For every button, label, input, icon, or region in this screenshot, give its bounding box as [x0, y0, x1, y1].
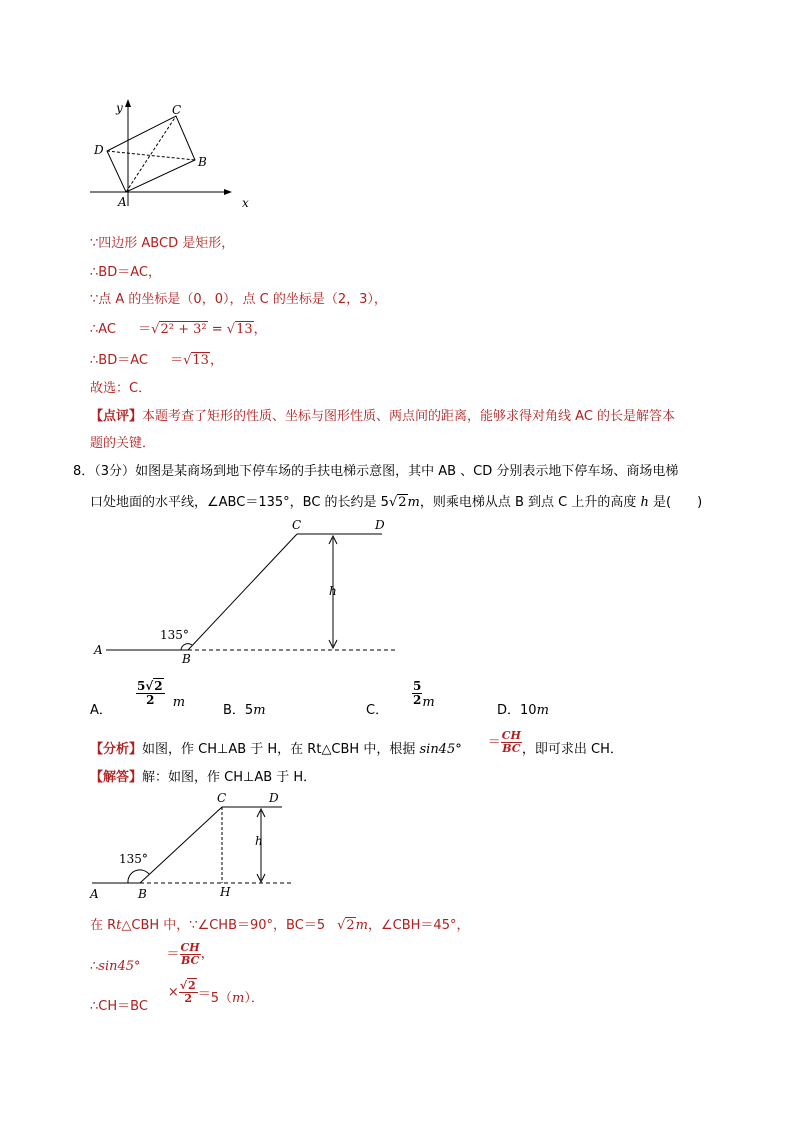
prev-line-5-lhs: ∴BD＝AC: [90, 353, 148, 368]
prev-line-5-value: 13: [192, 353, 209, 368]
line-bc: [188, 534, 297, 650]
prev-line-4-lhs: ∴AC: [90, 322, 117, 337]
sol-line-3-unit: m: [232, 990, 245, 1006]
option-d-unit: m: [536, 703, 549, 718]
fig3-line-bc: [140, 807, 222, 883]
point-c-label: C: [172, 103, 182, 117]
sol-line-2-sin: sin45°: [98, 958, 141, 974]
option-d: [497, 699, 549, 718]
analysis-text: 如图，作 CH⊥AB 于 H，在 Rt△CBH 中，根据: [142, 741, 420, 757]
question-8-number: 8．: [73, 464, 95, 479]
sol-line-3-eq: ＝: [197, 986, 211, 1002]
fig3-angle-arc: [128, 870, 149, 883]
question-8-radicand: 2: [398, 495, 407, 510]
sol-line-2-eq: ＝: [166, 946, 180, 962]
question-8-text-2c: 是( ): [648, 495, 703, 510]
question-8-line-1: [73, 460, 678, 479]
option-c-unit: m: [422, 694, 435, 710]
prev-line-3: ∵点 A 的坐标是（0，0），点 C 的坐标是（2，3），: [90, 292, 387, 307]
escalator-figure: [88, 516, 408, 666]
prev-line-4-end: ，: [253, 322, 267, 337]
option-a-value: $\frac{5√2}{2}$ m: [137, 679, 186, 710]
y-axis-label: y: [116, 101, 123, 115]
fig3-point-d: D: [269, 791, 279, 805]
prev-line-4-eq: ＝: [138, 322, 152, 337]
option-c-numerator: 5: [413, 679, 422, 693]
analysis-denominator: BC: [502, 741, 521, 755]
analysis-eq: ＝: [487, 734, 501, 750]
sol-line-2-pre: ∴: [90, 958, 99, 974]
question-8-text-2a: 口处地面的水平线，∠ABC＝135°，BC 的长约是 5: [90, 495, 389, 510]
sol-line-3-numerator: 2: [188, 979, 196, 992]
sol-line-1-b: △CBH 中，∵∠CHB＝90°，BC＝5: [121, 918, 326, 933]
fig3-angle-label: 135°: [119, 852, 148, 866]
analysis-numerator: CH: [501, 729, 521, 742]
option-b-unit: m: [253, 703, 266, 718]
option-a-coefficient: 5: [137, 679, 146, 693]
fig3-point-b: B: [138, 887, 147, 901]
analysis-line: [90, 729, 623, 757]
x-axis-label: x: [242, 196, 249, 210]
option-b: [223, 699, 266, 718]
sol-line-3-value: 5（: [210, 990, 232, 1006]
prev-line-1: ∵四边形 ABCD 是矩形，: [90, 236, 235, 251]
fig2-point-a: A: [94, 643, 103, 657]
point-b-label: B: [198, 155, 207, 169]
prev-line-5-end: ，: [209, 353, 223, 368]
analysis-tag: 【分析】: [90, 741, 143, 757]
fig3-point-a: A: [90, 887, 99, 901]
prev-line-6: 故选：C．: [90, 381, 152, 396]
prev-line-4-radicand: 2² + 3²: [160, 322, 207, 337]
prev-line-5: ∴BD＝AC ＝√13，: [90, 353, 223, 368]
sol-line-3-denominator: 2: [184, 991, 193, 1005]
sol-line-1-unit: m: [355, 918, 368, 933]
sol-line-1-a: 在 R: [90, 918, 117, 933]
sol-line-1-radicand: 2: [346, 918, 355, 933]
fig2-angle-label: 135°: [160, 628, 189, 642]
question-8-unit: m: [407, 495, 420, 510]
sol-line-3-end: ）．: [244, 990, 264, 1006]
prev-line-4: ∴AC ＝√2² + 3² = √13，: [90, 322, 267, 337]
fig3-point-h: H: [220, 885, 231, 899]
solution-tag: 【解答】: [90, 770, 143, 785]
question-8-text-2b: ，则乘电梯从点 B 到点 C 上升的高度: [419, 495, 641, 510]
fig3-label-h: h: [255, 834, 263, 848]
option-a-unit: m: [172, 694, 186, 710]
prev-line-5-eq: ＝: [170, 353, 184, 368]
sol-line-2: [90, 941, 214, 974]
options-row: [90, 678, 730, 718]
analysis-end: ，即可求出 CH．: [521, 741, 623, 757]
solution-line: [90, 766, 316, 785]
sol-line-1-t: t: [116, 918, 122, 933]
option-a-denominator: 2: [146, 692, 155, 707]
rectangle-coordinate-figure: [88, 96, 249, 211]
comment-line-1: [90, 405, 675, 424]
fig2-point-d: D: [375, 518, 385, 532]
option-c-label: C．: [366, 703, 389, 718]
solution-text: 解：如图，作 CH⊥AB 于 H．: [142, 770, 317, 785]
option-a-label: A．: [90, 703, 112, 718]
comment-tag: 【点评】: [90, 409, 143, 424]
prev-line-4-mid: =: [207, 322, 227, 337]
comment-line-2: 题的关键．: [90, 436, 156, 451]
point-d-label: D: [94, 143, 104, 157]
question-8-h: h: [640, 495, 649, 510]
sol-line-2-end: ，: [200, 946, 214, 962]
sol-line-3-pre: ∴CH＝BC: [90, 998, 148, 1014]
question-8-score: （3分）: [94, 464, 136, 479]
sol-line-1: 在 Rt△CBH 中，∵∠CHB＝90°，BC＝5 √2m，∠CBH＝45°，: [90, 918, 470, 933]
fig3-point-c: C: [217, 791, 227, 805]
sol-line-2-numerator: CH: [180, 941, 200, 954]
option-c-denominator: 2: [413, 692, 422, 707]
solution-figure: [88, 788, 298, 902]
sol-line-2-denominator: BC: [180, 953, 200, 967]
x-axis-arrow: [224, 189, 232, 195]
sol-line-3-times: ×: [167, 984, 179, 1000]
point-a-label: A: [118, 195, 127, 209]
fig2-point-c: C: [292, 518, 302, 532]
question-8-text-1: 如图是某商场到地下停车场的手扶电梯示意图，其中 AB 、CD 分别表示地下停车场、商场电梯: [135, 464, 679, 479]
option-c-value: [412, 679, 435, 710]
option-d-label: D．10: [497, 703, 537, 718]
option-a-radicand: 2: [154, 679, 163, 693]
fig2-point-b: B: [182, 652, 191, 666]
comment-text-1: 本题考查了矩形的性质、坐标与图形性质、两点间的距离，能够求得对角线 AC 的长是解答本: [142, 409, 676, 424]
question-8-line-2: 口处地面的水平线，∠ABC＝135°，BC 的长约是 5√2m，则乘电梯从点 B 到点 C 上升的高度 h 是( ): [90, 495, 703, 510]
diagonal-bd: [107, 151, 195, 160]
prev-line-2: ∴BD＝AC，: [90, 265, 161, 280]
analysis-sin: sin45°: [419, 741, 462, 757]
prev-line-4-value: 13: [236, 322, 253, 337]
fig2-label-h: h: [329, 584, 337, 598]
y-axis-arrow: [125, 99, 131, 107]
option-b-label: B．5: [223, 703, 254, 718]
sol-line-1-c: ，∠CBH＝45°，: [368, 918, 470, 933]
sol-line-3: ∴CH＝BC× $\frac{√2}{2}$ ＝5（m）．: [90, 979, 264, 1014]
